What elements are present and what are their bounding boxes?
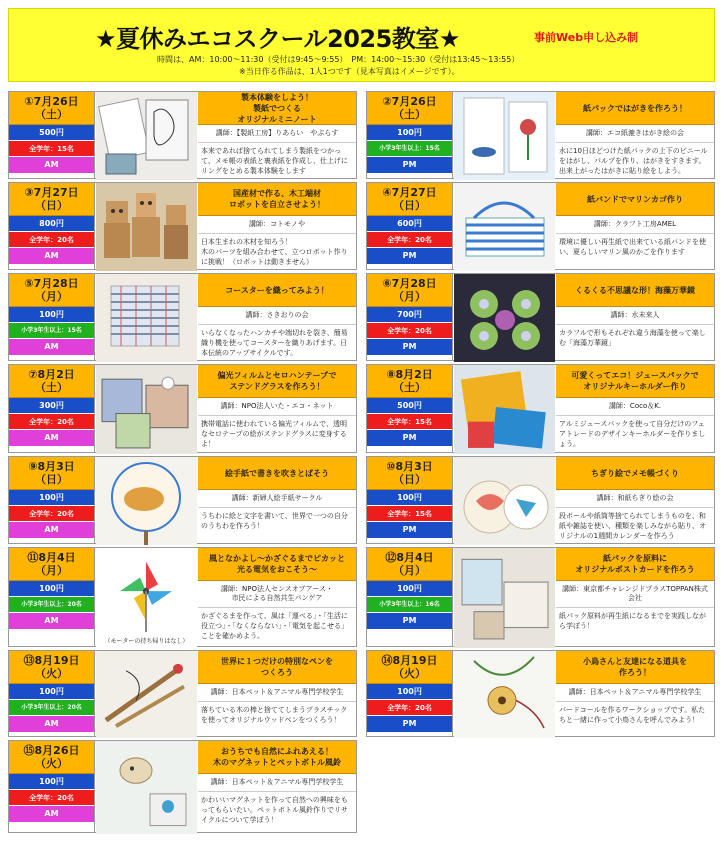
class-card [8,456,357,544]
class-card [8,547,357,647]
day-text: （土） [393,108,426,121]
day-text: （土） [393,381,426,394]
day-text: （月） [35,290,68,303]
class-price: 300円 [9,398,94,414]
class-instructor: 講師：新婦人絵手紙サークル [198,490,356,508]
class-price: 100円 [367,490,452,506]
class-date [367,92,452,125]
class-price: 100円 [367,125,452,141]
class-instructor: 講師：エコ紙漉きはがき絵の会 [556,125,714,143]
class-instructor: 講師：水未来人 [556,307,714,325]
class-capacity: 全学年：15名 [9,141,94,157]
class-detail-column [198,183,356,269]
class-date [9,274,94,307]
class-detail-column [198,548,356,646]
class-price: 100円 [9,307,94,323]
class-time: PM [367,430,452,446]
class-date [367,651,452,684]
class-date [9,92,94,125]
class-info-column [367,365,453,452]
day-text: （月） [393,564,426,577]
class-card [8,740,357,833]
class-description: 日本生まれの木材を知ろう！ 木のパーツを組み合わせて、立つロボット作りに挑戦！（ロボットは動きません） [201,238,348,266]
class-price: 100円 [367,684,452,700]
class-time: AM [9,430,94,446]
class-detail-column [556,548,714,646]
class-instructor: 講師：Coco＆K. [556,398,714,416]
class-instructor: 講師：日本ペット＆アニマル専門学校学生 [198,684,356,702]
class-price: 100円 [9,581,94,597]
class-time: PM [367,716,452,732]
class-detail-column [556,183,714,269]
class-title: 偏光フィルムとセロハンテープで ステンドグラスを作ろう！ [198,365,356,398]
class-picture [96,274,197,360]
class-photo [454,365,555,454]
class-capacity: 小学3年生以上：15名 [367,141,452,157]
class-card [8,182,357,270]
class-info-column [9,183,95,269]
class-time: AM [9,806,94,822]
class-title: くるくる不思議な形！海藻万華鏡 [556,274,714,307]
class-time: PM [367,248,452,264]
class-time: AM [9,248,94,264]
class-instructor: 講師：日本ペット＆アニマル専門学校学生 [198,774,356,792]
class-card [366,364,715,453]
date-text: ⑪8月4日 [27,551,76,564]
registration-note: 事前Web申し込み制 [534,31,639,44]
class-picture [454,457,555,543]
time-info: 時間は、AM：10:00～11:30（受付は9:45～9:55） PM：14:00～15:30（受付は13:45～13:55） [157,55,520,64]
class-title: 紙パックではがきを作ろう！ [556,92,714,125]
class-info-column [9,274,95,360]
class-title: 国産材で作る、木工端材 ロボットを自立させよう！ [198,183,356,216]
class-description: カラフルで形もそれぞれ違う海藻を使って楽しむ「海藻万華鏡」 [559,329,706,347]
class-description: バードコールを作るワークショップです。私たちと一緒に作って小鳥さんを呼んでみよう！ [559,706,706,724]
class-info-column [367,274,453,360]
class-detail-column [198,92,356,178]
date-text: ⑧8月2日 [386,368,433,381]
class-description: かざぐるまを作って、風は「運べる」・「生活に役立つ」・「なくならない」・「電気を起こせる」ことを確かめよう。 [201,612,348,640]
class-photo [96,651,197,738]
class-card [8,364,357,453]
class-capacity: 全学年：20名 [367,232,452,248]
class-time: PM [367,613,452,629]
photo-caption: （モーターの持ち帰りはなし） [104,638,189,645]
class-time: AM [9,339,94,355]
class-time: AM [9,716,94,732]
class-instructor: 講師：さきおりの会 [198,307,356,325]
class-capacity: 小学3年生以上：15名 [9,323,94,339]
class-date [9,651,94,684]
class-card [366,273,715,361]
class-time: AM [9,157,94,173]
class-date [367,183,452,216]
class-title: 世界に１つだけの特別なペンを つくろう [198,651,356,684]
date-text: ⑬8月19日 [23,654,80,667]
class-date [9,457,94,490]
date-text: ⑮8月26日 [23,744,80,757]
class-instructor: 講師：コトモノや [198,216,356,234]
day-text: （日） [393,473,426,486]
class-instructor: 講師：NPO法人センスオブアース・ 市民による自然共生パンゲア [198,581,356,608]
class-description: いらなくなったハンカチや端切れを裂き、簡易織り機を使ってコースターを織りあげます。日本伝統のアップサイクルです。 [201,329,348,357]
class-photo [454,274,555,362]
class-photo [96,365,197,454]
date-text: ⑥7月28日 [382,277,437,290]
class-info-column [9,651,95,736]
class-instructor: 講師：クラフト工房AMEL [556,216,714,234]
item-note: ※当日作る作品は、1人1つです（見本写真はイメージです）。 [239,67,460,76]
class-title: 小鳥さんと友達になる道具を 作ろう！ [556,651,714,684]
class-price: 700円 [367,307,452,323]
class-instructor: 講師：NPO法人いた・エコ・ネット [198,398,356,416]
class-picture [96,741,197,832]
class-photo [96,548,197,648]
class-photo [454,92,555,180]
class-price: 500円 [9,125,94,141]
class-picture [454,651,555,736]
class-photo [454,183,555,271]
date-text: ②7月26日 [382,95,437,108]
class-picture [454,548,555,646]
day-text: （火） [35,757,68,770]
class-capacity: 小学3年生以上：20名 [9,700,94,716]
day-text: （日） [35,473,68,486]
class-picture [96,548,197,646]
class-time: AM [9,613,94,629]
class-card [366,650,715,737]
class-time: AM [9,522,94,538]
day-text: （日） [393,199,426,212]
class-capacity: 全学年：20名 [9,506,94,522]
page-title: ★夏休みエコスクール2025教室★ [95,25,460,53]
class-detail-column [198,457,356,543]
class-date [367,365,452,398]
class-title: 紙パックを原料に オリジナルポストカードを作ろう [556,548,714,581]
class-picture [96,92,197,178]
class-price: 100円 [9,774,94,790]
class-info-column [9,548,95,646]
class-capacity: 全学年：20名 [9,232,94,248]
class-description: 水に10日ほどつけた紙パックの上下のビニールをはがし、パルプを作り、はがきをすきます。出来上がったはがきに貼り絵をしよう。 [559,147,708,175]
class-info-column [9,92,95,178]
class-price: 100円 [9,684,94,700]
class-detail-column [556,365,714,452]
date-text: ③7月27日 [24,186,79,199]
class-photo [96,741,197,834]
class-detail-column [556,274,714,360]
class-detail-column [556,92,714,178]
date-text: ⑦8月2日 [28,368,75,381]
day-text: （火） [35,667,68,680]
class-description: 紙パック原料が再生紙になるまでを実践しながら学ぼう！ [559,612,706,630]
class-picture [96,457,197,543]
date-text: ①7月26日 [24,95,79,108]
class-title: 製本体験をしよう！ 製紙でつくる オリジナルミニノート [198,92,356,125]
class-info-column [367,457,453,543]
class-time: PM [367,157,452,173]
date-text: ⑤7月28日 [24,277,79,290]
class-capacity: 全学年：20名 [9,414,94,430]
class-description: 環境に優しい再生紙で出来ている紙バンドを使い、夏らしいマリン風のかごを作ります [559,238,706,256]
class-info-column [367,92,453,178]
class-price: 600円 [367,216,452,232]
class-detail-column [198,651,356,736]
class-instructor: 講師：日本ペット＆アニマル専門学校学生 [556,684,714,702]
class-photo [96,274,197,362]
class-info-column [9,365,95,452]
class-picture [454,274,555,360]
class-description: うちわに絵と文字を書いて、世界で一つの自分のうちわを作ろう！ [201,512,348,530]
class-detail-column [198,274,356,360]
class-title: 風となかよし～かざぐるまでピカッと 光る電気をおこそう～ [198,548,356,581]
date-text: ⑫8月4日 [385,551,434,564]
class-price: 800円 [9,216,94,232]
class-date [9,548,94,581]
class-info-column [9,457,95,543]
class-card [366,182,715,270]
class-card [366,456,715,544]
class-card [8,91,357,179]
class-capacity: 全学年：20名 [9,790,94,806]
class-capacity: 小学3年生以上：20名 [9,597,94,613]
class-price: 500円 [367,398,452,414]
class-info-column [367,548,453,646]
class-picture [96,183,197,269]
class-photo [454,651,555,738]
class-photo [96,92,197,180]
class-description: アルミジュースパックを使って自分だけのフェアトレードのデザインキーホルダーを作りましょう。 [559,420,706,448]
date-text: ⑭8月19日 [381,654,438,667]
class-title: コースターを織ってみよう！ [198,274,356,307]
class-picture [454,365,555,452]
date-text: ④7月27日 [382,186,437,199]
class-capacity: 小学3年生以上：16名 [367,597,452,613]
class-title: 可愛くってエコ！ジュースパックで オリジナルキーホルダー作り [556,365,714,398]
class-detail-column [556,457,714,543]
date-text: ⑩8月3日 [386,460,433,473]
class-title: 絵手紙で書きを吹きとばそう [198,457,356,490]
class-picture [454,92,555,178]
class-picture [96,651,197,736]
class-title: ちぎり絵でメモ帳づくり [556,457,714,490]
day-text: （土） [35,108,68,121]
class-card [8,273,357,361]
class-description: 段ボールや紙筒等捨てられてしまうものを、和紙や雑誌を使い、種類を楽しみながら貼り、オリジナルの1週間カレンダーを作ろう [559,512,706,540]
class-photo [454,457,555,545]
class-description: かわいいマグネットを作って自然への興味をもってもらいたい。ペットボトル風鈴作りでリサイクルについて学ぼう！ [201,796,348,824]
class-photo [96,457,197,545]
class-date [9,183,94,216]
class-card [8,650,357,737]
page-header [8,8,715,82]
class-info-column [9,741,95,832]
day-text: （月） [35,564,68,577]
class-detail-column [198,365,356,452]
class-date [9,365,94,398]
class-instructor: 講師：和紙ちぎり絵の会 [556,490,714,508]
class-price: 100円 [9,490,94,506]
class-picture [96,365,197,452]
class-picture [454,183,555,269]
day-text: （月） [393,290,426,303]
class-title: おうちでも自然にふれあえる！ 木のマグネットとペットボトル風鈴 [198,741,356,774]
class-description: 携帯電話に使われている偏光フィルムで、透明なセロテープの絵がステンドグラスに変身するよ！ [201,420,348,448]
class-date [367,457,452,490]
class-instructor: 講師：東京都チャレンジドプラスTOPPAN株式会社 [556,581,714,608]
day-text: （火） [393,667,426,680]
class-description: 本来であれば捨てられてしまう製紙をつかって、メモ帳の表紙と裏表紙を作成し、仕上げにリングをとめる製本体験をします [201,147,348,175]
class-capacity: 全学年：20名 [367,323,452,339]
day-text: （土） [35,381,68,394]
class-card [366,91,715,179]
date-text: ⑨8月3日 [28,460,75,473]
class-capacity: 全学年：15名 [367,506,452,522]
class-price: 100円 [367,581,452,597]
class-info-column [367,183,453,269]
class-info-column [367,651,453,736]
class-title: 紙バンドでマリンカゴ作り [556,183,714,216]
class-time: PM [367,339,452,355]
class-description: 落ちている木の棒と捨ててしまうプラスチックを使ってオリジナルウッドペンをつくろう！ [201,706,348,724]
class-instructor: 講師：【製紙工房】りあらい やぷらす [198,125,356,143]
class-photo [454,548,555,648]
day-text: （日） [35,199,68,212]
class-card [366,547,715,647]
class-time: PM [367,522,452,538]
class-capacity: 全学年：15名 [367,414,452,430]
class-date [367,548,452,581]
class-date [9,741,94,774]
class-capacity: 全学年：20名 [367,700,452,716]
class-detail-column [556,651,714,736]
class-date [367,274,452,307]
class-photo [96,183,197,271]
class-detail-column [198,741,356,832]
